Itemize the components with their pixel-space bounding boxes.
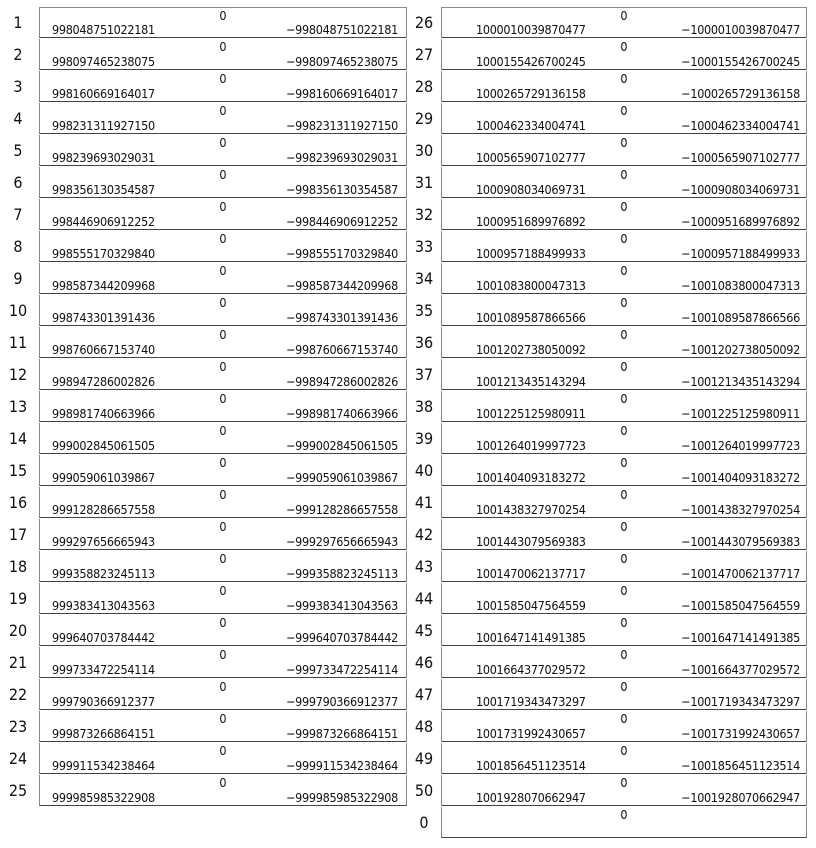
left-value: 1001404093183272 [476, 470, 586, 485]
middle-value: 0 [620, 743, 628, 758]
middle-value: 0 [219, 103, 227, 118]
middle-value: 0 [620, 807, 628, 822]
middle-value: 0 [620, 295, 628, 310]
row-index: 40 [414, 461, 434, 480]
left-value: 999873266864151 [52, 726, 155, 741]
right-value: −1001719343473297 [681, 694, 800, 709]
row-index: 1 [13, 13, 23, 32]
left-value: 998048751022181 [52, 22, 155, 37]
left-value: 1001470062137717 [476, 566, 586, 581]
left-value: 1001585047564559 [476, 598, 586, 613]
right-value: −998555170329840 [286, 246, 398, 261]
value-cell [441, 327, 807, 358]
value-cell [39, 39, 407, 70]
right-value: −999358823245113 [286, 566, 398, 581]
right-value: −998760667153740 [286, 342, 398, 357]
left-value: 1001731992430657 [476, 726, 586, 741]
middle-value: 0 [219, 647, 227, 662]
value-cell [39, 487, 407, 518]
right-value: −1000951689976892 [681, 214, 800, 229]
row-index: 7 [13, 205, 23, 224]
right-value: −999733472254114 [286, 662, 398, 677]
left-value: 999297656665943 [52, 534, 155, 549]
right-value: −999985985322908 [286, 790, 398, 805]
left-value: 1001719343473297 [476, 694, 586, 709]
value-cell [441, 551, 807, 582]
left-value: 999358823245113 [52, 566, 155, 581]
right-value: −998239693029031 [286, 150, 398, 165]
middle-value: 0 [620, 679, 628, 694]
value-cell [441, 807, 807, 838]
left-value: 998743301391436 [52, 310, 155, 325]
value-cell [39, 295, 407, 326]
value-cell [39, 583, 407, 614]
value-cell [39, 455, 407, 486]
right-value: −1001647141491385 [681, 630, 800, 645]
right-value: −999059061039867 [286, 470, 398, 485]
right-value: −998048751022181 [286, 22, 398, 37]
row-index: 10 [8, 301, 28, 320]
middle-value: 0 [219, 711, 227, 726]
right-value: −1000462334004741 [681, 118, 800, 133]
row-index: 8 [13, 237, 23, 256]
value-cell [39, 167, 407, 198]
left-value: 998356130354587 [52, 182, 155, 197]
right-value: −1001585047564559 [681, 598, 800, 613]
value-cell [441, 583, 807, 614]
row-index: 45 [414, 621, 434, 640]
value-cell [441, 679, 807, 710]
right-value: −998160669164017 [286, 86, 398, 101]
value-cell [441, 7, 807, 38]
value-cell [441, 391, 807, 422]
middle-value: 0 [219, 327, 227, 342]
row-index: 50 [414, 781, 434, 800]
row-index: 21 [8, 653, 28, 672]
middle-value: 0 [219, 487, 227, 502]
value-cell [441, 775, 807, 806]
right-value: −998587344209968 [286, 278, 398, 293]
value-cell [39, 647, 407, 678]
middle-value: 0 [219, 135, 227, 150]
middle-value: 0 [219, 743, 227, 758]
value-cell [39, 327, 407, 358]
left-value: 998555170329840 [52, 246, 155, 261]
right-value: −999911534238464 [286, 758, 398, 773]
middle-value: 0 [620, 391, 628, 406]
row-index: 29 [414, 109, 434, 128]
middle-value: 0 [219, 295, 227, 310]
middle-value: 0 [620, 71, 628, 86]
middle-value: 0 [219, 679, 227, 694]
left-value: 1001664377029572 [476, 662, 586, 677]
middle-value: 0 [620, 711, 628, 726]
right-value: −1001089587866566 [681, 310, 800, 325]
middle-value: 0 [620, 199, 628, 214]
row-index: 20 [8, 621, 28, 640]
middle-value: 0 [620, 583, 628, 598]
value-cell [441, 359, 807, 390]
row-index: 19 [8, 589, 28, 608]
middle-value: 0 [620, 39, 628, 54]
right-value: −1001438327970254 [681, 502, 800, 517]
middle-value: 0 [219, 71, 227, 86]
row-index: 23 [8, 717, 28, 736]
middle-value: 0 [219, 551, 227, 566]
value-cell [441, 615, 807, 646]
left-value: 999128286657558 [52, 502, 155, 517]
middle-value: 0 [620, 103, 628, 118]
middle-value: 0 [620, 359, 628, 374]
row-index: 36 [414, 333, 434, 352]
value-cell [39, 135, 407, 166]
left-value: 1001264019997723 [476, 438, 586, 453]
value-cell [39, 551, 407, 582]
right-value: −999383413043563 [286, 598, 398, 613]
value-cell [39, 711, 407, 742]
left-value: 1000908034069731 [476, 182, 586, 197]
value-cell [441, 743, 807, 774]
left-value: 999059061039867 [52, 470, 155, 485]
left-value: 1001089587866566 [476, 310, 586, 325]
middle-value: 0 [219, 615, 227, 630]
value-cell [441, 519, 807, 550]
row-index: 24 [8, 749, 28, 768]
middle-value: 0 [620, 519, 628, 534]
value-cell [441, 39, 807, 70]
row-index: 15 [8, 461, 28, 480]
left-value: 999790366912377 [52, 694, 155, 709]
value-cell [39, 231, 407, 262]
row-index: 13 [8, 397, 28, 416]
middle-value: 0 [620, 8, 628, 23]
middle-value: 0 [219, 519, 227, 534]
value-cell [441, 423, 807, 454]
value-cell [39, 103, 407, 134]
right-value: −999128286657558 [286, 502, 398, 517]
left-value: 1001443079569383 [476, 534, 586, 549]
left-value: 998231311927150 [52, 118, 155, 133]
row-index: 31 [414, 173, 434, 192]
left-value: 1000265729136158 [476, 86, 586, 101]
right-value: −1001404093183272 [681, 470, 800, 485]
right-value: −1001443079569383 [681, 534, 800, 549]
row-index: 6 [13, 173, 23, 192]
middle-value: 0 [219, 583, 227, 598]
value-cell [441, 263, 807, 294]
row-index: 33 [414, 237, 434, 256]
left-value: 998239693029031 [52, 150, 155, 165]
right-value: −998097465238075 [286, 54, 398, 69]
row-index: 42 [414, 525, 434, 544]
value-cell [441, 71, 807, 102]
middle-value: 0 [620, 647, 628, 662]
left-value: 998446906912252 [52, 214, 155, 229]
value-cell [441, 711, 807, 742]
left-value: 999383413043563 [52, 598, 155, 613]
middle-value: 0 [219, 775, 227, 790]
right-value: −1001225125980911 [681, 406, 800, 421]
right-value: −1000010039870477 [681, 22, 800, 37]
row-index: 37 [414, 365, 434, 384]
row-index: 18 [8, 557, 28, 576]
value-cell [39, 679, 407, 710]
right-value: −1001928070662947 [681, 790, 800, 805]
middle-value: 0 [620, 327, 628, 342]
row-index: 43 [414, 557, 434, 576]
left-value: 1001928070662947 [476, 790, 586, 805]
row-index: 30 [414, 141, 434, 160]
value-cell [441, 167, 807, 198]
value-cell [39, 775, 407, 806]
row-index: 48 [414, 717, 434, 736]
right-value: −1001083800047313 [681, 278, 800, 293]
left-value: 1001856451123514 [476, 758, 586, 773]
right-value: −999790366912377 [286, 694, 398, 709]
right-value: −1001856451123514 [681, 758, 800, 773]
value-cell [441, 647, 807, 678]
row-index: 27 [414, 45, 434, 64]
row-index: 9 [13, 269, 23, 288]
right-value: −999297656665943 [286, 534, 398, 549]
value-cell [39, 199, 407, 230]
right-value: −998947286002826 [286, 374, 398, 389]
row-index: 44 [414, 589, 434, 608]
value-cell [39, 423, 407, 454]
row-index: 5 [13, 141, 23, 160]
middle-value: 0 [620, 615, 628, 630]
middle-value: 0 [219, 8, 227, 23]
right-value: −1000957188499933 [681, 246, 800, 261]
row-index: 4 [13, 109, 23, 128]
value-cell [441, 455, 807, 486]
row-index: 17 [8, 525, 28, 544]
value-cell [39, 71, 407, 102]
value-cell [39, 519, 407, 550]
middle-value: 0 [219, 263, 227, 278]
row-index: 49 [414, 749, 434, 768]
value-cell [441, 231, 807, 262]
middle-value: 0 [620, 167, 628, 182]
middle-value: 0 [219, 199, 227, 214]
left-value: 998947286002826 [52, 374, 155, 389]
value-cell [39, 263, 407, 294]
row-index: 32 [414, 205, 434, 224]
left-value: 1000155426700245 [476, 54, 586, 69]
right-value: −1000565907102777 [681, 150, 800, 165]
middle-value: 0 [219, 39, 227, 54]
middle-value: 0 [620, 135, 628, 150]
row-index: 22 [8, 685, 28, 704]
middle-value: 0 [620, 455, 628, 470]
row-index: 35 [414, 301, 434, 320]
right-value: −1000265729136158 [681, 86, 800, 101]
row-index: 38 [414, 397, 434, 416]
middle-value: 0 [219, 391, 227, 406]
middle-value: 0 [620, 231, 628, 246]
right-value: −998356130354587 [286, 182, 398, 197]
right-value: −1001664377029572 [681, 662, 800, 677]
middle-value: 0 [620, 551, 628, 566]
value-cell [39, 615, 407, 646]
row-index: 28 [414, 77, 434, 96]
left-value: 998097465238075 [52, 54, 155, 69]
right-value: −1001470062137717 [681, 566, 800, 581]
right-value: −999873266864151 [286, 726, 398, 741]
row-index: 14 [8, 429, 28, 448]
left-value: 999733472254114 [52, 662, 155, 677]
left-value: 1001438327970254 [476, 502, 586, 517]
left-value: 998587344209968 [52, 278, 155, 293]
left-value: 1000010039870477 [476, 22, 586, 37]
left-value: 999911534238464 [52, 758, 155, 773]
value-cell [441, 199, 807, 230]
middle-value: 0 [219, 455, 227, 470]
left-value: 998981740663966 [52, 406, 155, 421]
value-cell [441, 135, 807, 166]
right-value: −999002845061505 [286, 438, 398, 453]
value-cell [441, 487, 807, 518]
left-value: 1000462334004741 [476, 118, 586, 133]
middle-value: 0 [219, 423, 227, 438]
row-index: 34 [414, 269, 434, 288]
row-index: 39 [414, 429, 434, 448]
right-value: −998231311927150 [286, 118, 398, 133]
value-cell [39, 391, 407, 422]
middle-value: 0 [620, 263, 628, 278]
left-value: 999985985322908 [52, 790, 155, 805]
right-value: −1001264019997723 [681, 438, 800, 453]
row-index: 3 [13, 77, 23, 96]
right-value: −1001213435143294 [681, 374, 800, 389]
left-value: 1001213435143294 [476, 374, 586, 389]
right-value: −998981740663966 [286, 406, 398, 421]
value-cell [39, 7, 407, 38]
middle-value: 0 [620, 487, 628, 502]
row-index: 0 [419, 813, 429, 832]
middle-value: 0 [219, 167, 227, 182]
value-cell [39, 359, 407, 390]
row-index: 2 [13, 45, 23, 64]
row-index: 12 [8, 365, 28, 384]
row-index: 46 [414, 653, 434, 672]
right-value: −998446906912252 [286, 214, 398, 229]
left-value: 1000951689976892 [476, 214, 586, 229]
middle-value: 0 [620, 423, 628, 438]
right-value: −1001202738050092 [681, 342, 800, 357]
row-index: 16 [8, 493, 28, 512]
left-value: 1001647141491385 [476, 630, 586, 645]
left-value: 999640703784442 [52, 630, 155, 645]
right-value: −998743301391436 [286, 310, 398, 325]
right-value: −1000155426700245 [681, 54, 800, 69]
middle-value: 0 [219, 231, 227, 246]
right-value: −999640703784442 [286, 630, 398, 645]
left-value: 1001202738050092 [476, 342, 586, 357]
left-value: 1001225125980911 [476, 406, 586, 421]
value-cell [441, 103, 807, 134]
right-value: −1000908034069731 [681, 182, 800, 197]
middle-value: 0 [219, 359, 227, 374]
left-value: 1000565907102777 [476, 150, 586, 165]
left-value: 1000957188499933 [476, 246, 586, 261]
row-index: 26 [414, 13, 434, 32]
row-index: 11 [8, 333, 28, 352]
value-cell [441, 295, 807, 326]
left-value: 1001083800047313 [476, 278, 586, 293]
middle-value: 0 [620, 775, 628, 790]
left-value: 999002845061505 [52, 438, 155, 453]
row-index: 25 [8, 781, 28, 800]
left-value: 998160669164017 [52, 86, 155, 101]
row-index: 47 [414, 685, 434, 704]
value-cell [39, 743, 407, 774]
right-value: −1001731992430657 [681, 726, 800, 741]
row-index: 41 [414, 493, 434, 512]
left-value: 998760667153740 [52, 342, 155, 357]
